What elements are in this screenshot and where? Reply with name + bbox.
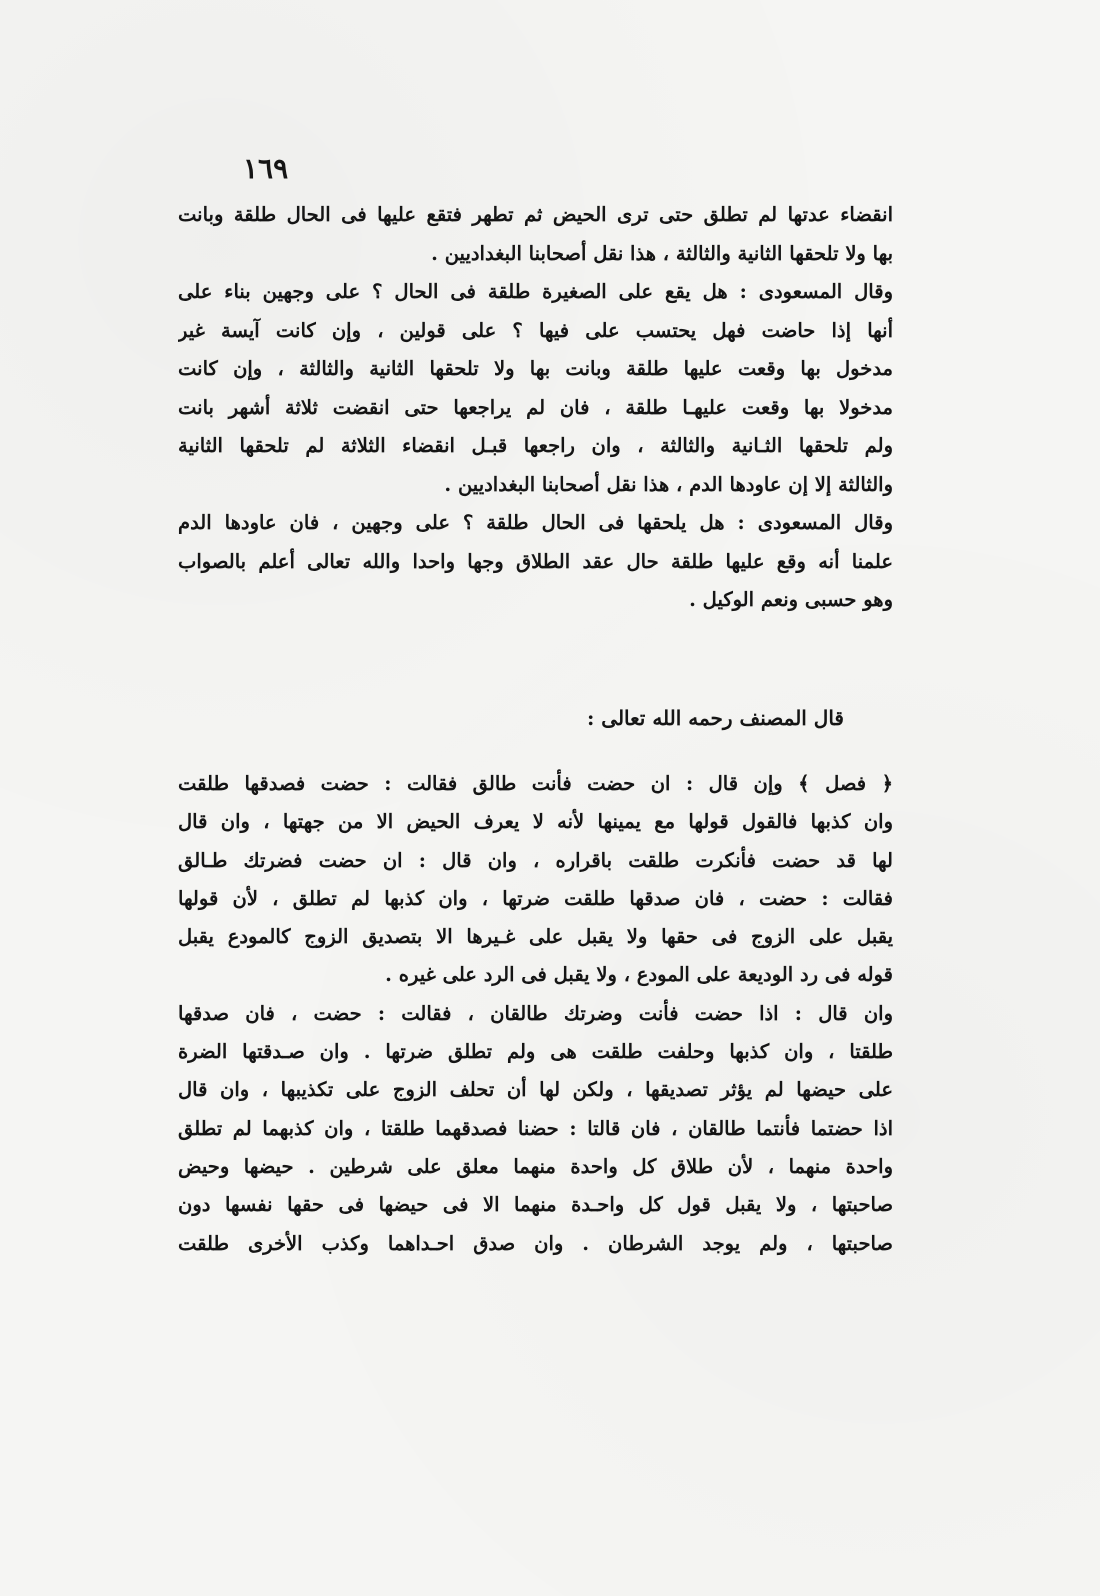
text-line: وهو حسبى ونعم الوكيل .	[689, 588, 893, 611]
text-line: أنها إذا حاضت فهل يحتسب على فيها ؟ على قولين ، وإن كانت آيسة غير	[178, 318, 893, 342]
text-line: ولم تلحقها الثـانية والثالثة ، وان راجعها قبـل انقضاء الثلاثة لم تلحقها الثانية	[178, 434, 893, 457]
page-number: ١٦٩	[243, 152, 289, 185]
text-line: مدخولا بها وقعت عليهـا طلقة ، فان لم يراجعها حتى انقضت ثلاثة أشهر بانت	[178, 395, 893, 419]
text-line: صاحبتها ، ولم يوجد الشرطان . وان صدق احـداهما وكذب الأخرى طلقت	[178, 1231, 893, 1255]
text-line: اذا حضتما فأنتما طالقان ، فان قالتا : حضنا فصدقهما طلقتا ، وان كذبهما لم تطلق	[178, 1116, 893, 1140]
text-line: طلقتا ، وان كذبها وحلفت طلقت هى ولم تطلق ضرتها . وان صـدقتها الضرة	[178, 1040, 893, 1064]
text-line: وقال المسعودى : هل يلحقها فى الحال طلقة ؟ على وجهين ، فان عاودها الدم	[178, 511, 893, 534]
text-line: فقالت : حضت ، فان صدقها طلقت ضرتها ، وان كذبها لم تطلق ، لأن قولها	[178, 886, 893, 910]
section-heading: قال المصنف رحمه الله تعالى :	[586, 706, 844, 730]
text-line: انقضاء عدتها لم تطلق حتى ترى الحيض ثم تطهر فتقع عليها فى الحال طلقة وبانت	[178, 203, 893, 226]
text-line: علمنا أنه وقع عليها طلقة حال عقد الطلاق وجها واحدا والله تعالى أعلم بالصواب	[178, 549, 893, 573]
text-line: وان كذبها فالقول قولها مع يمينها لأنه لا يعرف الحيض الا من جهتها ، وان قال	[178, 810, 893, 834]
text-line: صاحبتها ، ولا يقبل قول كل واحـدة منهما الا فى حيضها فى حقها نفسها دون	[178, 1193, 893, 1217]
text-line: على حيضها لم يؤثر تصديقها ، ولكن لها أن تحلف الزوج على تكذيبها ، وان قال	[178, 1078, 893, 1102]
text-line: لها قد حضت فأنكرت طلقت باقراره ، وان قال : ان حضت فضرتك طـالق	[178, 848, 893, 872]
text-line: والثالثة إلا إن عاودها الدم ، هذا نقل أصحابنا البغداديين .	[444, 472, 893, 496]
text-line: يقبل على الزوج فى حقها ولا يقبل على غـيرها الا بتصديق الزوج كالمودع يقبل	[178, 925, 893, 949]
text-line: بها ولا تلحقها الثانية والثالثة ، هذا نقل أصحابنا البغداديين .	[431, 241, 893, 265]
text-line: ﴿ فصل ﴾ وإن قال : ان حضت فأنت طالق فقالت : حضت فصدقها طلقت	[178, 772, 893, 795]
text-line: وان قال : اذا حضت فأنت وضرتك طالقان ، فقالت : حضت ، فان صدقها	[178, 1001, 893, 1025]
text-block-2	[178, 765, 893, 1263]
text-block-1	[178, 196, 893, 620]
text-line: قوله فى رد الوديعة على المودع ، ولا يقبل فى الرد على غيره .	[385, 963, 893, 987]
text-line: وقال المسعودى : هل يقع على الصغيرة طلقة فى الحال ؟ على وجهين بناء على	[178, 280, 893, 303]
text-line: مدخول بها وقعت عليها طلقة وبانت بها ولا تلحقها الثانية والثالثة ، وإن كانت	[178, 357, 893, 380]
text-line: واحدة منهما ، لأن طلاق كل واحدة منهما معلق على شرطين . حيضها وحيض	[178, 1154, 893, 1178]
